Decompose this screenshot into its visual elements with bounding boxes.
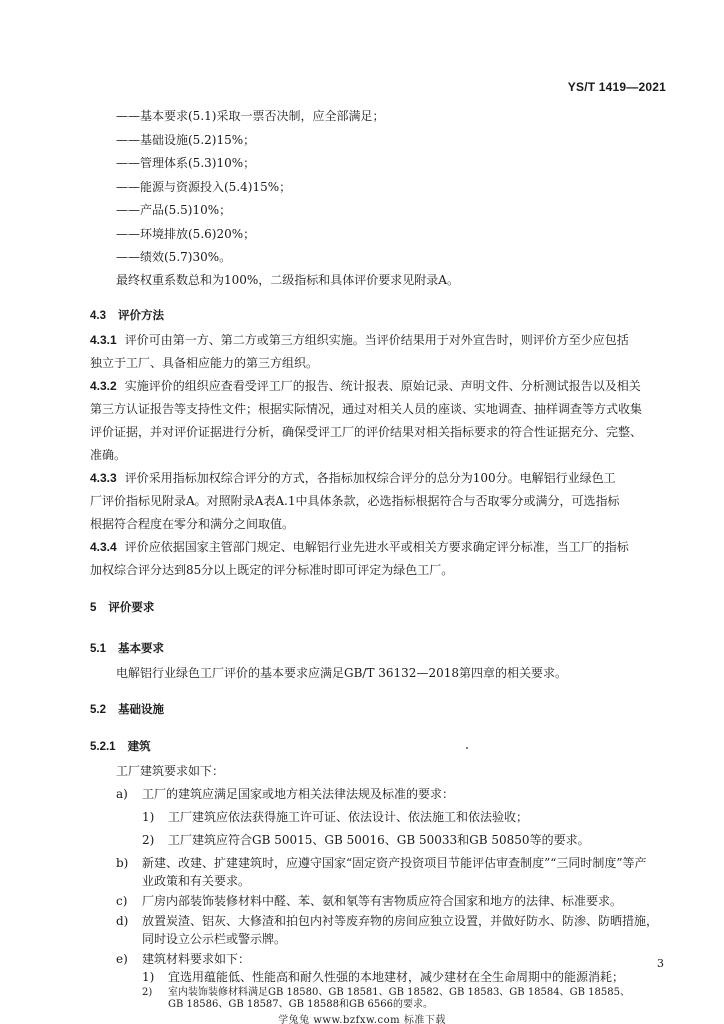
section-title: 基本要求 (118, 643, 164, 655)
weights-summary: 最终权重系数总和为100%，二级指标和具体评价要求见附录A。 (116, 273, 459, 287)
item-a1-label: 1) (142, 810, 155, 824)
section-5-2-heading (90, 702, 164, 718)
section-4-3-heading (90, 308, 164, 324)
item-d-label: d) (116, 914, 129, 928)
clause-4-3-3-line-1 (90, 470, 616, 486)
weight-item-emission: ——环境排放(5.6)20%； (116, 227, 256, 241)
clause-number: 4.3.4 (90, 540, 117, 554)
section-5-1-heading (90, 641, 164, 657)
section-title: 建筑 (127, 741, 151, 753)
section-number: 5.1 (90, 643, 106, 655)
clause-4-3-1-line-1 (90, 332, 629, 348)
weight-item-infrastructure: ——基础设施(5.2)15%； (116, 133, 256, 147)
building-intro: 工厂建筑要求如下： (116, 764, 225, 778)
item-e-label: e) (116, 952, 128, 966)
clause-4-3-2-line-4: 准确。 (90, 448, 127, 462)
clause-text: 评价可由第一方、第二方或第三方组织实施。当评价结果用于对外宣告时，则评价方至少应包括 (124, 333, 629, 347)
page-number: 3 (657, 957, 664, 970)
clause-4-3-1-line-2: 独立于工厂、具备相应能力的第三方组织。 (90, 356, 319, 370)
section-title: 基础设施 (118, 704, 164, 716)
clause-text: 实施评价的组织应查看受评工厂的报告、统计报表、原始记录、声明文件、分析测试报告以及相关 (124, 379, 641, 393)
clause-4-3-2-line-1 (90, 378, 641, 394)
item-c-label: c) (116, 894, 128, 908)
clause-4-3-4-line-2: 加权综合评分达到85分以上既定的评分标准时即可评定为绿色工厂。 (90, 563, 454, 577)
item-a-text: 工厂的建筑应满足国家或地方相关法律法规及标准的要求： (142, 787, 455, 801)
weight-item-management: ——管理体系(5.3)10%； (116, 156, 256, 170)
section-5-1-text: 电解铝行业绿色工厂评价的基本要求应满足GB/T 36132—2018第四章的相关要求。 (116, 666, 567, 680)
clause-4-3-2-line-3: 评价证据，并对评价证据进行分析，确保受评工厂的评价结果对相关指标要求的符合性证据充分、完整、 (90, 425, 643, 439)
item-d-line-1: 放置炭渣、铝灰、大修渣和拍包内衬等废弃物的房间应独立设置，并做好防水、防渗、防晒措施， (142, 914, 659, 928)
clause-4-3-3-line-2: 厂评价指标见附录A。对照附录A表A.1中具体条款，必选指标根据符合与否取零分或满分，可选指标 (90, 494, 620, 508)
item-d-line-2: 同时设立公示栏或警示牌。 (142, 932, 287, 946)
section-number: 5.2 (90, 704, 106, 716)
item-a1-text: 工厂建筑应依法获得施工许可证、依法设计、依法施工和依法验收； (168, 810, 529, 824)
standard-code: YS/T 1419—2021 (567, 80, 666, 94)
footer-watermark: 学兔兔 www.bzfxw.com 标准下载 (278, 1015, 446, 1024)
item-e2-label: 2) (142, 987, 153, 998)
section-title: 评价方法 (118, 310, 164, 322)
clause-number: 4.3.2 (90, 379, 117, 393)
item-e2-line-2: GB 18586、GB 18587、GB 18588和GB 6566的要求。 (168, 999, 433, 1010)
scan-speck (466, 747, 468, 749)
item-c-text: 厂房内部装饰装修材料中醛、苯、氨和氡等有害物质应符合国家和地方的法律、标准要求。 (142, 894, 623, 908)
item-b-line-2: 业政策和有关要求。 (142, 874, 251, 888)
item-b-line-1: 新建、改建、扩建建筑时，应遵守国家“固定资产投资项目节能评估审查制度”“三同时制度”等产 (142, 856, 647, 870)
clause-4-3-2-line-2: 第三方认证报告等支持性文件；根据实际情况，通过对相关人员的座谈、实地调查、抽样调查等方式收集 (90, 402, 643, 416)
clause-4-3-4-line-1 (90, 539, 629, 555)
weight-item-product: ——产品(5.5)10%； (116, 203, 232, 217)
section-5-heading (90, 600, 154, 616)
item-a2-text: 工厂建筑应符合GB 50015、GB 50016、GB 50033和GB 50850等的要求。 (168, 833, 590, 847)
weight-item-energy: ——能源与资源投入(5.4)15%； (116, 180, 292, 194)
clause-4-3-3-line-3: 根据符合程度在零分和满分之间取值。 (90, 517, 295, 531)
item-a-label: a) (116, 787, 128, 801)
item-a2-label: 2) (142, 833, 155, 847)
section-number: 5 (90, 602, 97, 614)
clause-text: 评价应依据国家主管部门规定、电解铝行业先进水平或相关方要求确定评分标准，当工厂的指标 (124, 540, 629, 554)
section-number: 5.2.1 (90, 741, 116, 753)
clause-number: 4.3.3 (90, 471, 117, 485)
section-5-2-1-heading (90, 739, 151, 755)
item-e2-line-1: 室内装饰装修材料满足GB 18580、GB 18581、GB 18582、GB 18583、GB 18584、GB 18585、 (168, 987, 630, 998)
item-e1-text: 宜选用蕴能低、性能高和耐久性强的本地建材，减少建材在全生命周期中的能源消耗； (168, 970, 625, 984)
clause-text: 评价采用指标加权综合评分的方式，各指标加权综合评分的总分为100分。电解铝行业绿色工 (124, 471, 616, 485)
weight-item-performance: ——绩效(5.7)30%。 (116, 250, 232, 264)
clause-number: 4.3.1 (90, 333, 117, 347)
section-number: 4.3 (90, 310, 106, 322)
item-b-label: b) (116, 856, 129, 870)
item-e-text: 建筑材料要求如下： (142, 952, 251, 966)
section-title: 评价要求 (108, 602, 155, 614)
weight-item-basic: ——基本要求(5.1)采取一票否决制，应全部满足； (116, 109, 385, 123)
item-e1-label: 1) (142, 970, 155, 984)
